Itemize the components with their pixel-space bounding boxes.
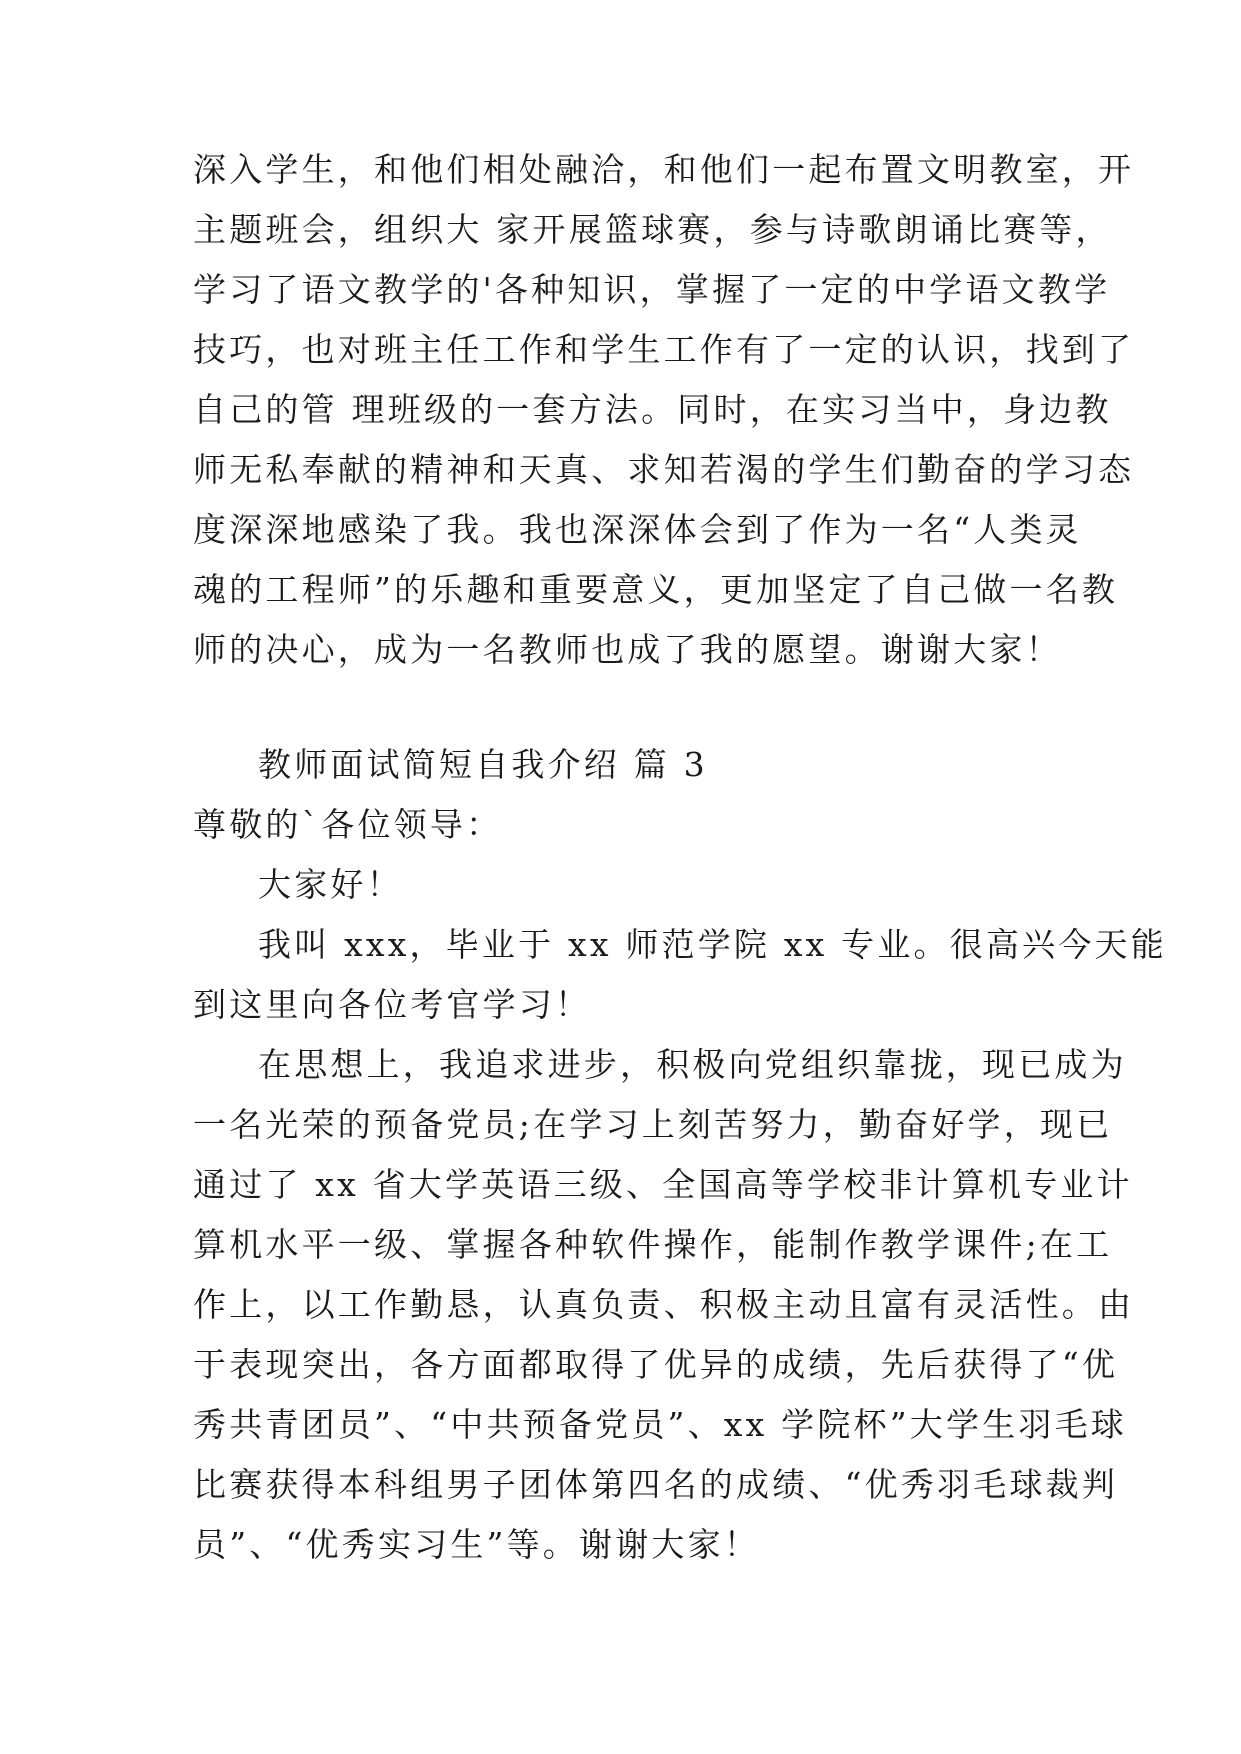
body-line: 比赛获得本科组男子团体第四名的成绩、“优秀羽毛球裁判: [193, 1465, 1119, 1504]
body-line: 在思想上，我追求进步，积极向党组织靠拢，现已成为: [258, 1045, 1127, 1084]
paragraph-line: 深入学生，和他们相处融洽，和他们一起布置文明教室，开: [193, 150, 1135, 189]
intro-line: 到这里向各位考官学习！: [193, 985, 592, 1024]
body-line: 一名光荣的预备党员;在学习上刻苦努力，勤奋好学，现已: [193, 1105, 1113, 1144]
paragraph-line: 师无私奉献的精神和天真、求知若渴的学生们勤奋的学习态: [193, 450, 1135, 489]
section-title: 教师面试简短自我介绍 篇 3: [258, 745, 708, 784]
intro-line: 我叫 xxx，毕业于 xx 师范学院 xx 专业。很高兴今天能: [258, 925, 1167, 964]
body-line: 员”、“优秀实习生”等。谢谢大家！: [193, 1525, 761, 1564]
body-line: 算机水平一级、掌握各种软件操作，能制作教学课件;在工: [193, 1225, 1113, 1264]
body-line: 秀共青团员”、“中共预备党员”、xx 学院杯”大学生羽毛球: [193, 1405, 1127, 1444]
paragraph-line: 度深深地感染了我。我也深深体会到了作为一名“人类灵: [193, 510, 1082, 549]
paragraph-line: 学习了语文教学的'各种知识，掌握了一定的中学语文教学: [193, 270, 1111, 309]
paragraph-line: 主题班会，组织大 家开展篮球赛，参与诗歌朗诵比赛等，: [193, 210, 1112, 249]
body-line: 作上，以工作勤恳，认真负责、积极主动且富有灵活性。由: [193, 1285, 1135, 1324]
paragraph-line: 师的决心，成为一名教师也成了我的愿望。谢谢大家！: [193, 630, 1062, 669]
paragraph-line: 魂的工程师”的乐趣和重要意义，更加坚定了自己做一名教: [193, 570, 1119, 609]
salutation: 尊敬的`各位领导：: [193, 805, 503, 844]
body-line: 通过了 xx 省大学英语三级、全国高等学校非计算机专业计: [193, 1165, 1133, 1204]
paragraph-line: 自己的管 理班级的一套方法。同时，在实习当中，身边教: [193, 390, 1112, 429]
body-line: 于表现突出，各方面都取得了优异的成绩，先后获得了“优: [193, 1345, 1119, 1384]
paragraph-line: 技巧，也对班主任工作和学生工作有了一定的认识，找到了: [193, 330, 1135, 369]
greeting: 大家好！: [258, 865, 403, 904]
